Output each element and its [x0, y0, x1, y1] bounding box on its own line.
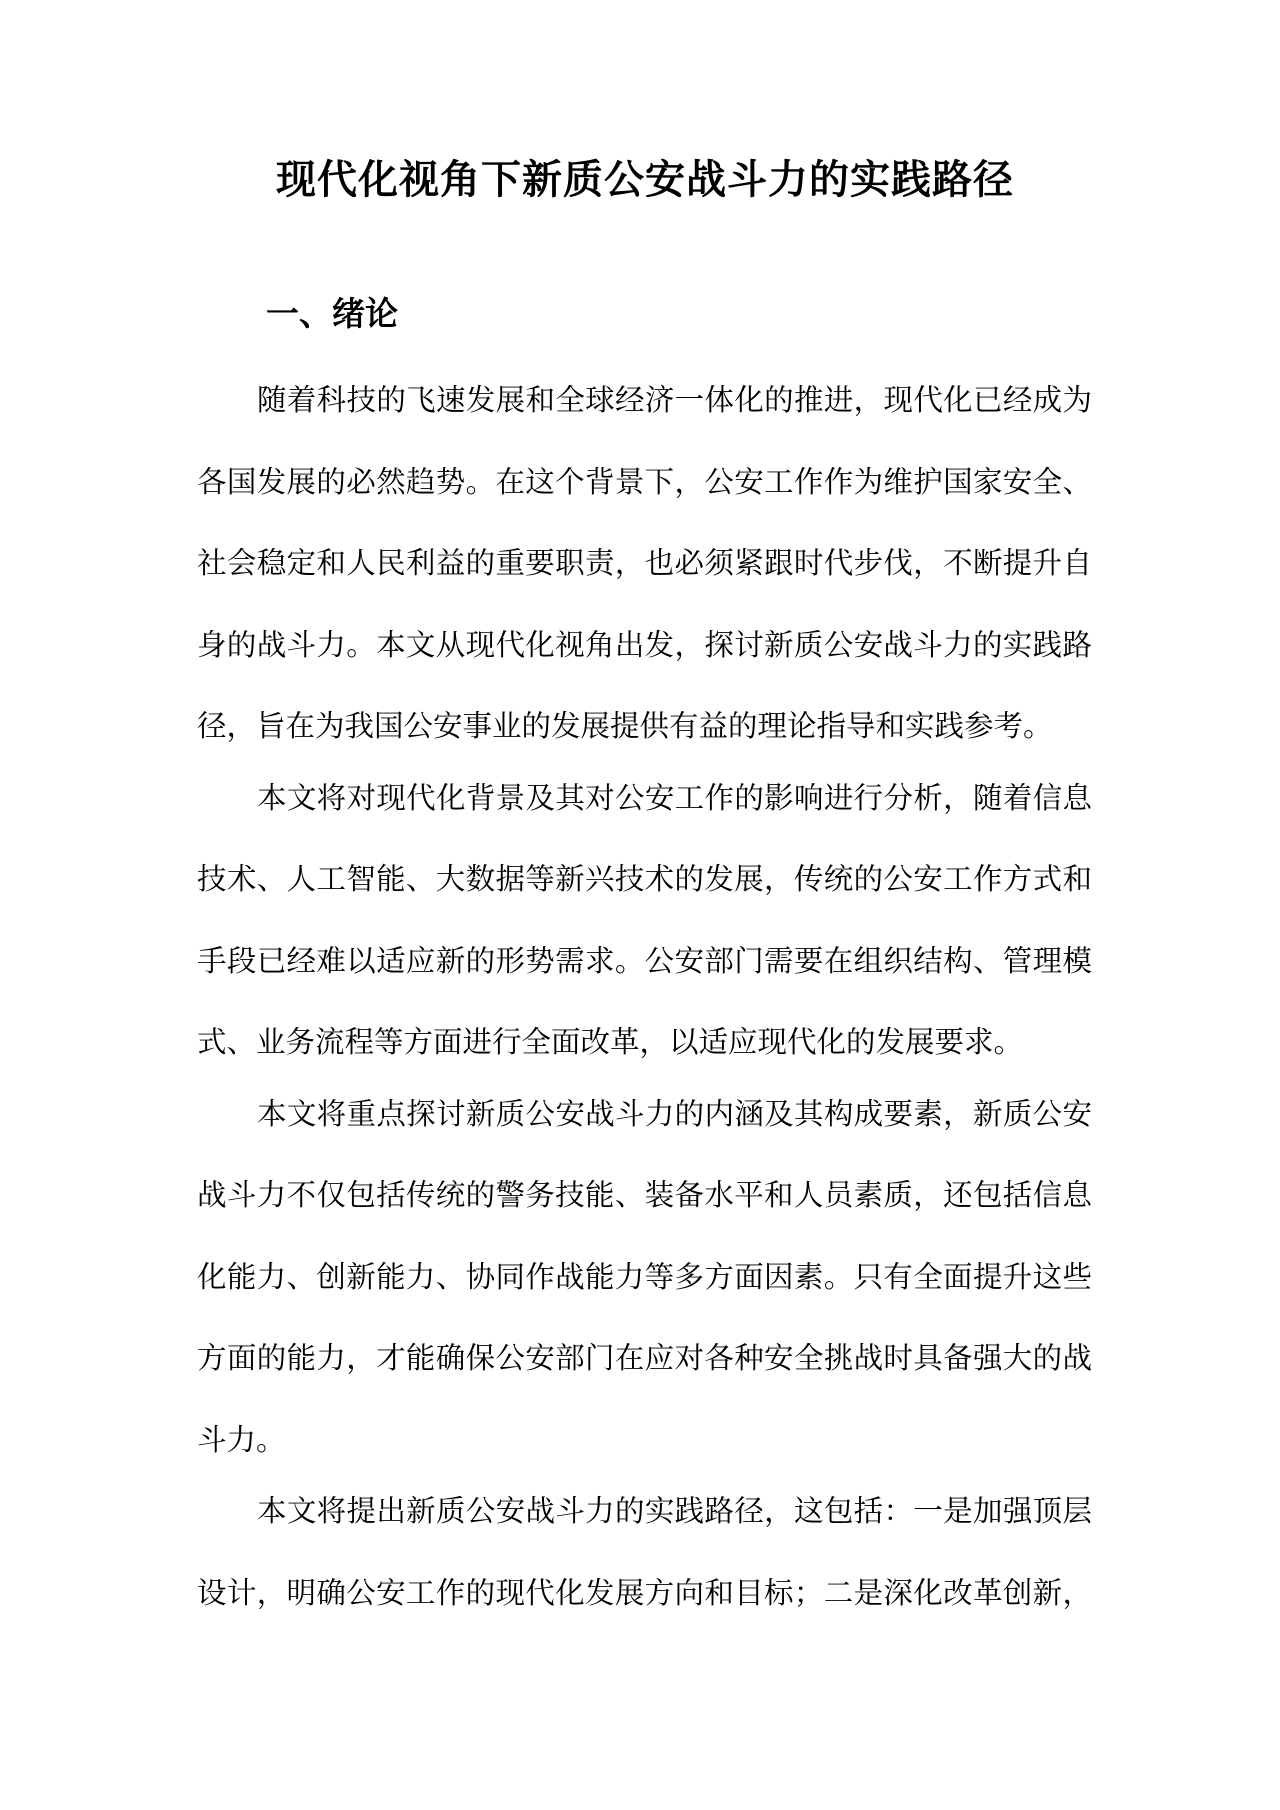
- text-line: 本文将重点探讨新质公安战斗力的内涵及其构成要素，新质公安: [257, 1096, 1092, 1131]
- section-heading: 一、绪论: [266, 294, 398, 333]
- text-line: 战斗力不仅包括传统的警务技能、装备水平和人员素质，还包括信息: [197, 1178, 1092, 1212]
- text-line: 身的战斗力。本文从现代化视角出发，探讨新质公安战斗力的实践路: [197, 627, 1092, 662]
- text-line: 方面的能力，才能确保公安部门在应对各种安全挑战时具备强大的战: [197, 1341, 1092, 1375]
- text-line: 径，旨在为我国公安事业的发展提供有益的理论指导和实践参考。: [197, 709, 1053, 743]
- text-line: 手段已经难以适应新的形势需求。公安部门需要在组织结构、管理模: [197, 943, 1092, 978]
- paragraph: [197, 758, 1092, 1084]
- text-line: 本文将对现代化背景及其对公安工作的影响进行分析，随着信息: [257, 780, 1092, 815]
- text-line: 化能力、创新能力、协同作战能力等多方面因素。只有全面提升这些: [197, 1259, 1092, 1294]
- paragraph: [197, 1074, 1092, 1482]
- text-line: 式、业务流程等方面进行全面改革，以适应现代化的发展要求。: [197, 1025, 1024, 1059]
- text-line: 本文将提出新质公安战斗力的实践路径，这包括：一是加强顶层: [257, 1494, 1092, 1528]
- paragraph: [197, 1471, 1092, 1634]
- text-line: 斗力。: [197, 1422, 286, 1457]
- text-line: 各国发展的必然趋势。在这个背景下，公安工作作为维护国家安全、: [197, 464, 1092, 499]
- document-title: 现代化视角下新质公安战斗力的实践路径: [276, 156, 1014, 203]
- text-line: 技术、人工智能、大数据等新兴技术的发展，传统的公安工作方式和: [197, 862, 1092, 896]
- text-line: 随着科技的飞速发展和全球经济一体化的推进，现代化已经成为: [257, 383, 1092, 417]
- document-body: [197, 360, 1092, 1634]
- text-line: 设计，明确公安工作的现代化发展方向和目标；二是深化改革创新，: [197, 1575, 1092, 1610]
- text-line: 社会稳定和人民利益的重要职责，也必须紧跟时代步伐，不断提升自: [197, 546, 1092, 580]
- paragraph: [197, 360, 1092, 768]
